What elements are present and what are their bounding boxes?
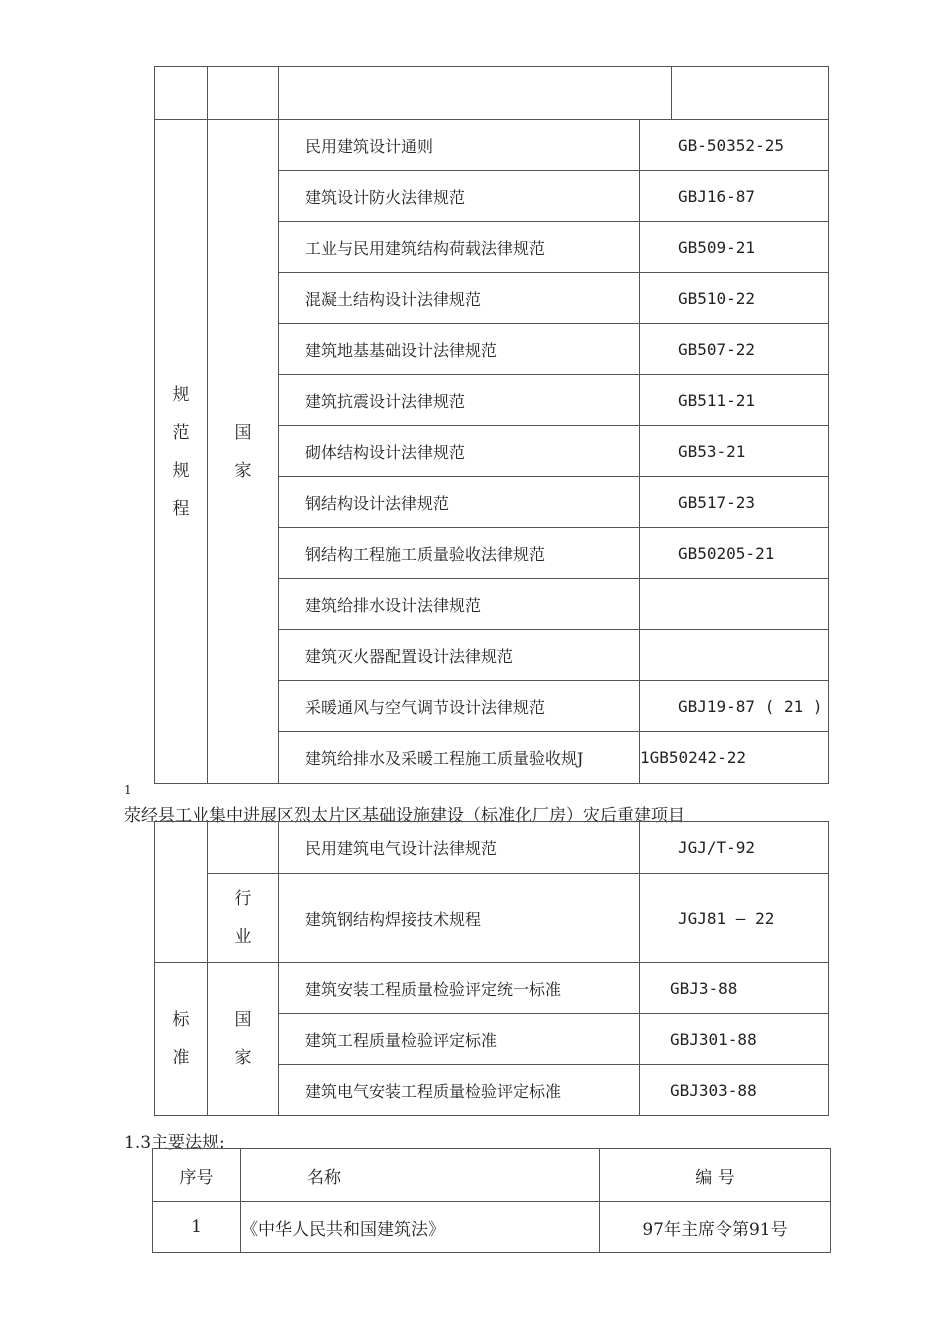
standard-name: 采暖通风与空气调节设计法律规范	[279, 681, 640, 732]
standard-code: GB507-22	[640, 324, 829, 375]
standard-code: GB510-22	[640, 273, 829, 324]
standard-name: 建筑给排水及采暖工程施工质量验收规J	[279, 732, 640, 784]
standard-name: 混凝土结构设计法律规范	[279, 273, 640, 324]
category-cell	[155, 120, 208, 784]
regulations-table	[152, 1148, 831, 1253]
standard-name: 建筑电气安装工程质量检验评定标准	[279, 1065, 640, 1116]
standard-name: 民用建筑设计通则	[279, 120, 640, 171]
header-code: 编 号	[600, 1149, 831, 1202]
standard-level-cell	[208, 963, 279, 1116]
table-row	[155, 963, 829, 1014]
table-row	[155, 822, 829, 874]
standards-table-1	[154, 66, 829, 784]
table-row	[155, 120, 829, 171]
table-row	[155, 67, 829, 120]
level-cell	[208, 120, 279, 784]
standard-name: 建筑地基基础设计法律规范	[279, 324, 640, 375]
industry-level-cell	[208, 874, 279, 963]
standard-code: GBJ16-87	[640, 171, 829, 222]
standard-code: 1GB50242-22	[640, 732, 829, 784]
page-number: 1	[124, 783, 132, 797]
industry-level-label: 行业	[234, 889, 252, 947]
section-heading: 1.3主要法规:	[124, 1133, 225, 1153]
standard-name: 建筑钢结构焊接技术规程	[279, 874, 640, 963]
standard-name: 建筑工程质量检验评定标准	[279, 1014, 640, 1065]
standard-name: 建筑安装工程质量检验评定统一标准	[279, 963, 640, 1014]
standard-code: GBJ301-88	[640, 1014, 829, 1065]
standard-code: GB53-21	[640, 426, 829, 477]
regulation-index: 1	[153, 1202, 241, 1253]
standard-name: 民用建筑电气设计法律规范	[279, 822, 640, 874]
standard-name: 砌体结构设计法律规范	[279, 426, 640, 477]
running-header: 荥经县工业集中进展区烈太片区基础设施建设（标准化厂房）灾后重建项目	[124, 806, 685, 826]
header-index: 序号	[153, 1149, 241, 1202]
standard-code: GBJ19-87 ( 21 )	[640, 681, 829, 732]
table-row	[155, 874, 829, 963]
standard-code: JGJ81 — 22	[640, 874, 829, 963]
table-header-row	[153, 1149, 831, 1202]
level-label: 国家	[234, 422, 252, 481]
header-name: 名称	[241, 1149, 600, 1202]
standard-code: GBJ3-88	[640, 963, 829, 1014]
standard-category-cell	[155, 963, 208, 1116]
standard-name: 建筑给排水设计法律规范	[279, 579, 640, 630]
standard-code: GB50205-21	[640, 528, 829, 579]
standard-name: 钢结构工程施工质量验收法律规范	[279, 528, 640, 579]
standard-name: 建筑灭火器配置设计法律规范	[279, 630, 640, 681]
standard-code: GBJ303-88	[640, 1065, 829, 1116]
standard-code: GB511-21	[640, 375, 829, 426]
standard-name: 建筑抗震设计法律规范	[279, 375, 640, 426]
standard-category-label: 标准	[172, 1010, 190, 1068]
standard-level-label: 国家	[234, 1010, 252, 1068]
category-label: 规范规程	[172, 384, 190, 519]
standard-code	[640, 579, 829, 630]
standard-code: GB517-23	[640, 477, 829, 528]
standard-name: 建筑设计防火法律规范	[279, 171, 640, 222]
standard-name: 工业与民用建筑结构荷载法律规范	[279, 222, 640, 273]
standard-code: GB-50352-25	[640, 120, 829, 171]
standard-code: GB509-21	[640, 222, 829, 273]
standard-name: 钢结构设计法律规范	[279, 477, 640, 528]
table-row	[153, 1202, 831, 1253]
standard-code	[640, 630, 829, 681]
regulation-code: 97年主席令第91号	[600, 1202, 831, 1253]
standards-table-2	[154, 821, 829, 1116]
regulation-name: 《中华人民共和国建筑法》	[241, 1202, 600, 1253]
standard-code: JGJ/T-92	[640, 822, 829, 874]
